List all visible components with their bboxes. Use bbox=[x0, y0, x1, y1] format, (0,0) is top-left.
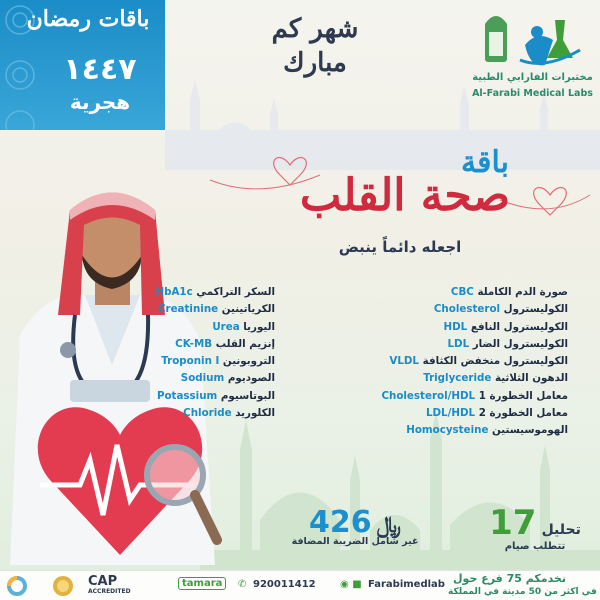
tamara-badge: tamara bbox=[178, 577, 226, 590]
package-slogan: اجعله دائماً ينبض bbox=[338, 238, 462, 256]
test-item bbox=[358, 405, 568, 422]
logo-english-name: Al-Farabi Medical Labs bbox=[472, 88, 593, 99]
test-code-english: Triglyceride bbox=[423, 372, 492, 385]
price-value: 426 bbox=[308, 505, 372, 540]
rainbow-ring-icon bbox=[6, 575, 28, 597]
test-name-arabic: معامل الخطورة 2 bbox=[478, 407, 568, 420]
test-item bbox=[358, 336, 568, 353]
test-name-arabic: الكوليسترول النافع bbox=[470, 320, 568, 333]
test-item bbox=[358, 422, 568, 439]
test-name-arabic: الكوليسترول الضار bbox=[472, 337, 568, 350]
test-name-arabic: معامل الخطورة 1 bbox=[478, 389, 568, 402]
test-code-english: Cholesterol bbox=[433, 303, 501, 316]
test-item bbox=[125, 336, 275, 353]
test-item bbox=[125, 405, 275, 422]
hijri-year: ١٤٤٧ bbox=[63, 52, 137, 87]
test-code-english: VLDL bbox=[389, 355, 419, 368]
test-name-arabic: البوتاسيوم bbox=[220, 389, 275, 402]
cap-accredited: ACCREDITED bbox=[88, 588, 131, 595]
test-item bbox=[358, 301, 568, 318]
test-code-english: Homocysteine bbox=[406, 424, 489, 437]
test-code-english: CBC bbox=[450, 286, 474, 298]
social-handle: Farabimedlab bbox=[368, 579, 445, 590]
test-name-arabic: صورة الدم الكاملة bbox=[477, 286, 568, 298]
test-code-english: Sodium bbox=[180, 372, 225, 385]
ramadan-packages-title: باقات رمضان bbox=[26, 6, 150, 32]
lab-logo-icon bbox=[475, 10, 590, 72]
test-item bbox=[125, 284, 275, 301]
tests-list-right bbox=[358, 284, 568, 440]
test-item bbox=[125, 370, 275, 387]
ramadan-packages-badge bbox=[0, 0, 165, 130]
test-item bbox=[358, 370, 568, 387]
package-price bbox=[275, 505, 435, 547]
tests-count-unit: تحليل bbox=[541, 522, 581, 538]
cap-logo: CAP bbox=[88, 574, 118, 589]
test-name-arabic: الكرياتينين bbox=[221, 303, 275, 316]
whatsapp-icon: ✆ bbox=[238, 579, 247, 590]
test-code-english: Creatinine bbox=[157, 303, 219, 316]
test-code-english: LDL bbox=[447, 337, 470, 350]
test-name-arabic: الكلوريد bbox=[235, 407, 275, 420]
test-name-arabic: الكوليسترول bbox=[503, 303, 568, 316]
greeting-line-2: مبارك bbox=[283, 48, 347, 78]
test-item bbox=[125, 353, 275, 370]
tests-count bbox=[485, 505, 585, 552]
test-name-arabic: اليوريا bbox=[243, 320, 275, 333]
fasting-note: تتطلب صيام bbox=[504, 541, 566, 552]
test-name-arabic: التروبونين bbox=[222, 355, 275, 368]
test-code-english: LDL/HDL bbox=[425, 407, 476, 420]
test-item bbox=[358, 353, 568, 370]
price-tax-note: غير شامل الضريبة المضافة bbox=[291, 536, 419, 547]
riyal-icon: ﷼ bbox=[376, 513, 402, 538]
test-code-english: Cholesterol/HDL bbox=[381, 389, 476, 402]
test-item bbox=[125, 301, 275, 318]
branches-line-2: في أكثر من 50 مدينة في المملكة bbox=[448, 587, 597, 597]
test-code-english: Chloride bbox=[183, 407, 232, 420]
tests-count-value: 17 bbox=[489, 503, 537, 543]
package-label: باقة bbox=[461, 145, 509, 180]
phone-number: 920011412 bbox=[253, 579, 316, 590]
test-name-arabic: الصوديوم bbox=[227, 372, 275, 385]
tests-list-left bbox=[125, 284, 275, 422]
gold-seal-icon bbox=[52, 575, 74, 597]
footer-bar bbox=[0, 570, 600, 600]
logo-arabic-name: مختبرات الفارابي الطبية bbox=[472, 72, 593, 83]
greeting-line-1: شهر كم bbox=[271, 14, 359, 44]
test-item bbox=[358, 284, 568, 301]
package-name: صحة القلب bbox=[299, 170, 511, 221]
test-code-english: HDL bbox=[443, 320, 468, 333]
hijri-label: هجرية bbox=[69, 90, 131, 114]
social-icons: ◉ ■ bbox=[340, 579, 362, 590]
test-code-english: Troponin I bbox=[161, 355, 220, 368]
branches-line-1: نخدمكم 75 فرع حول bbox=[453, 572, 566, 585]
test-item bbox=[125, 388, 275, 405]
test-code-english: Potassium bbox=[156, 389, 218, 402]
test-name-arabic: الدهون الثلاثية bbox=[494, 372, 568, 385]
test-item bbox=[358, 319, 568, 336]
test-name-arabic: السكر التراكمي bbox=[196, 286, 275, 298]
test-item bbox=[358, 388, 568, 405]
test-code-english: CK-MB bbox=[175, 337, 213, 350]
test-name-arabic: الكوليسترول منخفض الكثافة bbox=[422, 355, 568, 368]
ramadan-greeting bbox=[250, 12, 380, 80]
al-farabi-logo bbox=[470, 10, 595, 105]
test-name-arabic: الهوموسيستين bbox=[492, 424, 568, 437]
test-item bbox=[125, 319, 275, 336]
test-name-arabic: إنزيم القلب bbox=[215, 337, 275, 350]
test-code-english: HbA1c bbox=[155, 286, 193, 298]
test-code-english: Urea bbox=[212, 320, 240, 333]
